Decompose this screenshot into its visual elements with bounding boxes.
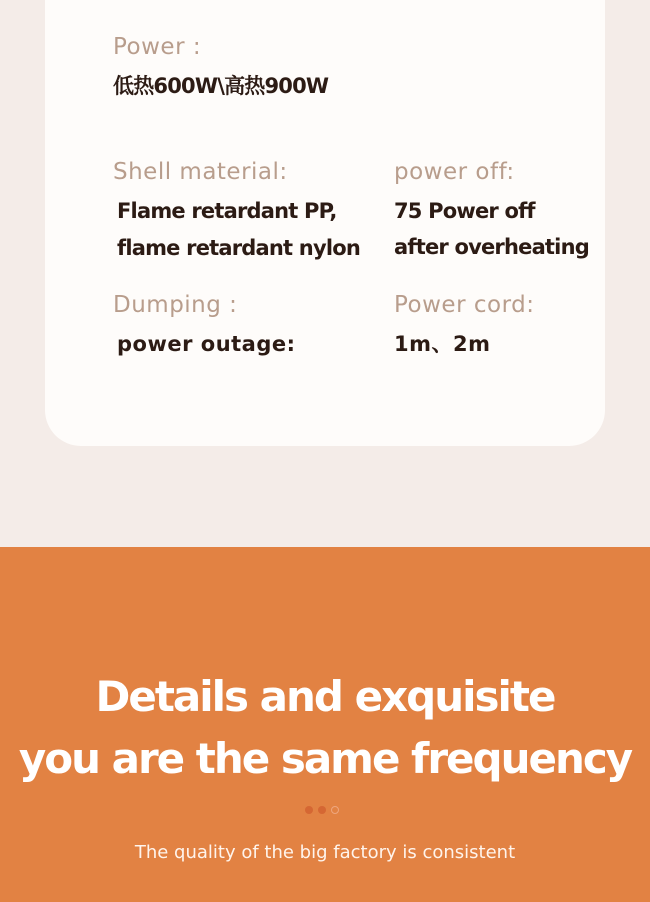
dot-indicator bbox=[318, 806, 326, 814]
headline-line2: you are the same frequency bbox=[18, 734, 632, 783]
dot-indicator bbox=[331, 806, 339, 814]
shell-material-value-line1: Flame retardant PP, bbox=[117, 199, 337, 223]
headline-line1: Details and exquisite bbox=[95, 672, 555, 721]
power-off-label: power off: bbox=[394, 159, 515, 185]
dot-indicator bbox=[305, 806, 313, 814]
power-off-value-line1: 75 Power off bbox=[394, 199, 535, 223]
power-cord-label: Power cord: bbox=[394, 292, 535, 318]
pagination-dots bbox=[305, 806, 339, 814]
dumping-value: power outage: bbox=[117, 332, 296, 356]
shell-material-value-line2: flame retardant nylon bbox=[117, 236, 361, 260]
power-cord-value: 1m、2m bbox=[394, 332, 491, 356]
power-label: Power : bbox=[113, 34, 202, 60]
power-value: 低热600W\高热900W bbox=[113, 74, 329, 98]
tagline: The quality of the big factory is consistent bbox=[134, 842, 516, 863]
shell-material-label: Shell material: bbox=[113, 159, 288, 185]
dumping-label: Dumping : bbox=[113, 292, 238, 318]
power-off-value-line2: after overheating bbox=[394, 235, 589, 259]
